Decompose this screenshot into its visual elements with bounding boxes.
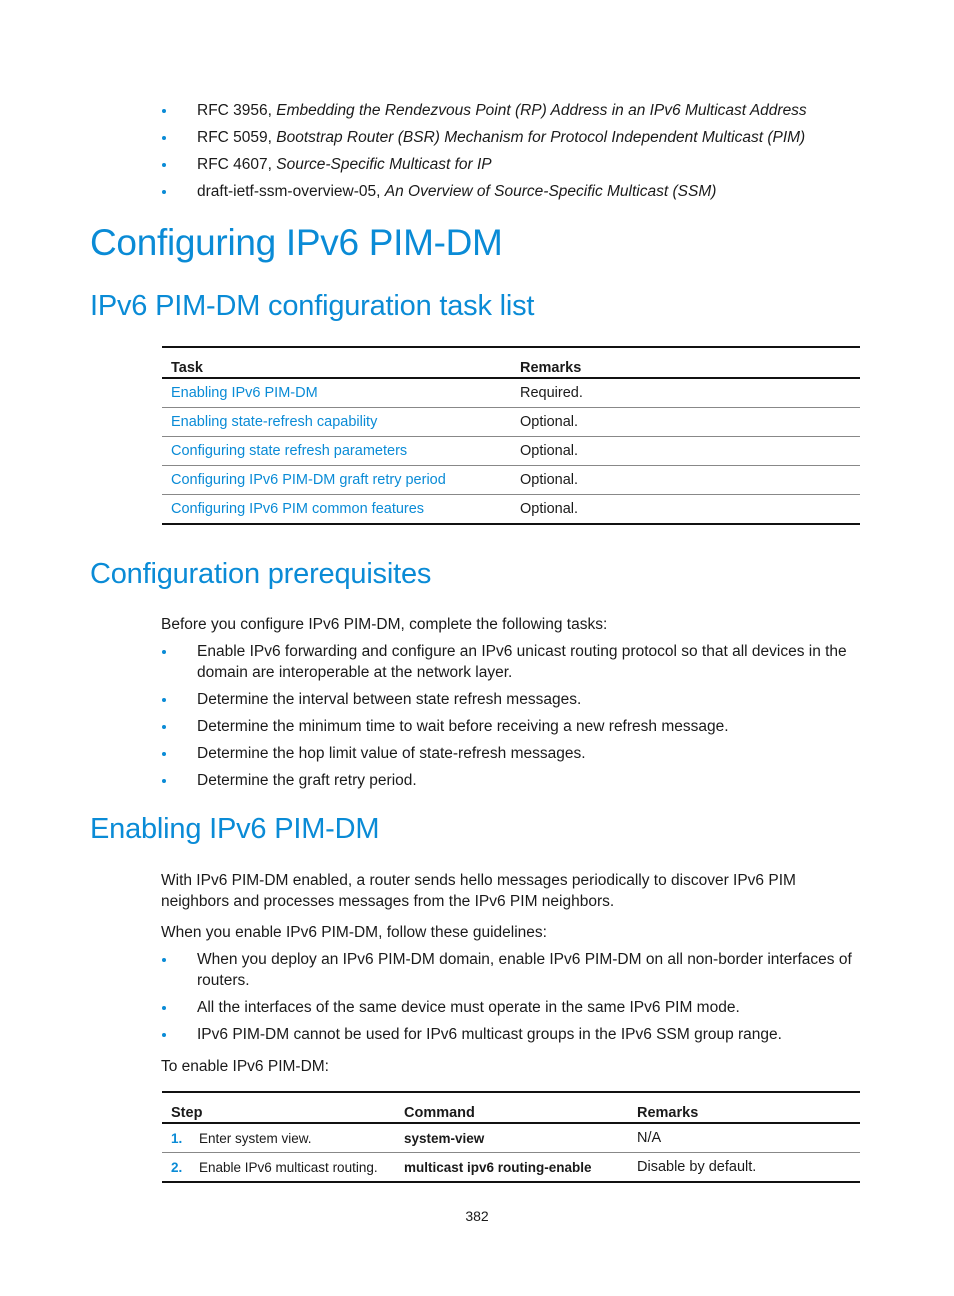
bullet-icon xyxy=(162,779,166,783)
page-number: 382 xyxy=(465,1208,489,1224)
bullet-icon xyxy=(162,958,166,962)
list-item-text: Determine the hop limit value of state-refresh messages. xyxy=(197,745,586,762)
step-cell xyxy=(162,1153,395,1183)
bullet-icon xyxy=(162,163,166,167)
prerequisites-heading: Configuration prerequisites xyxy=(90,558,432,590)
prerequisites-intro: Before you configure IPv6 PIM-DM, complete the following tasks: xyxy=(161,616,608,633)
list-item-text: Determine the minimum time to wait before receiving a new refresh message. xyxy=(197,718,729,735)
rfc-number: RFC 5059, xyxy=(197,129,277,146)
step-number: 2. xyxy=(171,1159,183,1175)
steps-table xyxy=(162,1091,860,1183)
guidelines-intro: When you enable IPv6 PIM-DM, follow these guidelines: xyxy=(161,924,547,941)
remarks-cell: Optional. xyxy=(511,466,860,495)
step-description: Enter system view. xyxy=(199,1130,312,1146)
bullet-icon xyxy=(162,109,166,113)
guidelines-list xyxy=(161,949,861,1045)
list-item xyxy=(161,716,861,737)
rfc-number: RFC 3956, xyxy=(197,102,277,119)
bullet-icon xyxy=(162,136,166,140)
rfc-title: Source-Specific Multicast for IP xyxy=(276,156,492,173)
bullet-icon xyxy=(162,650,166,654)
command-cell: multicast ipv6 routing-enable xyxy=(395,1153,628,1183)
remarks-cell: Optional. xyxy=(511,437,860,466)
list-item xyxy=(161,689,861,710)
rfc-title: Bootstrap Router (BSR) Mechanism for Protocol Independent Multicast (PIM) xyxy=(276,129,806,146)
bullet-icon xyxy=(162,725,166,729)
rfc-list xyxy=(161,100,861,202)
table-row xyxy=(162,378,860,408)
prerequisites-list xyxy=(161,641,861,791)
task-link-state-refresh[interactable]: Enabling state-refresh capability xyxy=(171,414,378,430)
list-item xyxy=(161,154,861,175)
rfc-number: draft-ietf-ssm-overview-05, xyxy=(197,183,385,200)
enabling-paragraph: With IPv6 PIM-DM enabled, a router sends hello messages periodically to discover IPv6 PIM neighbors and processes messages from the IPv6 PIM neighbors. xyxy=(161,872,796,910)
list-item-text: Enable IPv6 forwarding and configure an IPv6 unicast routing protocol so that all devices in the domain are interoperable at the network layer. xyxy=(197,643,847,681)
list-item xyxy=(161,181,861,202)
step-number: 1. xyxy=(171,1130,183,1146)
table-header-row xyxy=(162,347,860,378)
list-item-text: IPv6 PIM-DM cannot be used for IPv6 multicast groups in the IPv6 SSM group range. xyxy=(197,1026,782,1043)
bullet-icon xyxy=(162,698,166,702)
task-link-enabling-pim-dm[interactable]: Enabling IPv6 PIM-DM xyxy=(171,385,318,401)
list-item xyxy=(161,641,861,683)
remarks-cell: Optional. xyxy=(511,495,860,525)
remarks-cell: Required. xyxy=(520,385,583,401)
remarks-cell: Optional. xyxy=(511,408,860,437)
table-row xyxy=(162,1123,860,1153)
bullet-icon xyxy=(162,752,166,756)
list-item-text: Determine the graft retry period. xyxy=(197,772,417,789)
step-description: Enable IPv6 multicast routing. xyxy=(199,1159,378,1175)
table-row xyxy=(162,1153,860,1183)
task-link-common-features[interactable]: Configuring IPv6 PIM common features xyxy=(171,501,425,517)
column-header-remarks: Remarks xyxy=(637,1105,699,1121)
bullet-icon xyxy=(162,1006,166,1010)
column-header-step: Step xyxy=(171,1105,203,1121)
column-header-command: Command xyxy=(404,1105,475,1121)
list-item xyxy=(161,100,861,121)
rfc-number: RFC 4607, xyxy=(197,156,277,173)
remarks-cell: Disable by default. xyxy=(628,1153,860,1183)
bullet-icon xyxy=(162,1033,166,1037)
bullet-icon xyxy=(162,190,166,194)
rfc-title: An Overview of Source-Specific Multicast (SSM) xyxy=(384,183,717,200)
table-header-row xyxy=(162,1092,860,1123)
column-header-task: Task xyxy=(171,360,203,376)
procedure-intro: To enable IPv6 PIM-DM: xyxy=(161,1058,329,1075)
list-item xyxy=(161,743,861,764)
list-item xyxy=(161,997,861,1018)
list-item-text: All the interfaces of the same device must operate in the same IPv6 PIM mode. xyxy=(197,999,740,1016)
rfc-title: Embedding the Rendezvous Point (RP) Address in an IPv6 Multicast Address xyxy=(276,102,807,119)
task-list-table xyxy=(162,346,860,525)
command-cell: system-view xyxy=(404,1130,485,1146)
table-row xyxy=(162,495,860,525)
remarks-cell: N/A xyxy=(637,1130,662,1146)
list-item xyxy=(161,949,861,991)
task-list-heading: IPv6 PIM-DM configuration task list xyxy=(90,290,535,322)
list-item xyxy=(161,1024,861,1045)
list-item-text: When you deploy an IPv6 PIM-DM domain, enable IPv6 PIM-DM on all non-border interfaces of routers. xyxy=(197,951,852,989)
list-item-text: Determine the interval between state refresh messages. xyxy=(197,691,582,708)
table-row xyxy=(162,437,860,466)
table-row xyxy=(162,466,860,495)
column-header-remarks: Remarks xyxy=(520,360,582,376)
enabling-heading: Enabling IPv6 PIM-DM xyxy=(90,813,380,845)
table-row xyxy=(162,408,860,437)
list-item xyxy=(161,127,861,148)
task-link-state-refresh-params[interactable]: Configuring state refresh parameters xyxy=(171,443,408,459)
list-item xyxy=(161,770,861,791)
task-link-graft-retry[interactable]: Configuring IPv6 PIM-DM graft retry period xyxy=(171,472,446,488)
step-cell xyxy=(162,1123,395,1153)
page-title: Configuring IPv6 PIM-DM xyxy=(90,222,503,263)
